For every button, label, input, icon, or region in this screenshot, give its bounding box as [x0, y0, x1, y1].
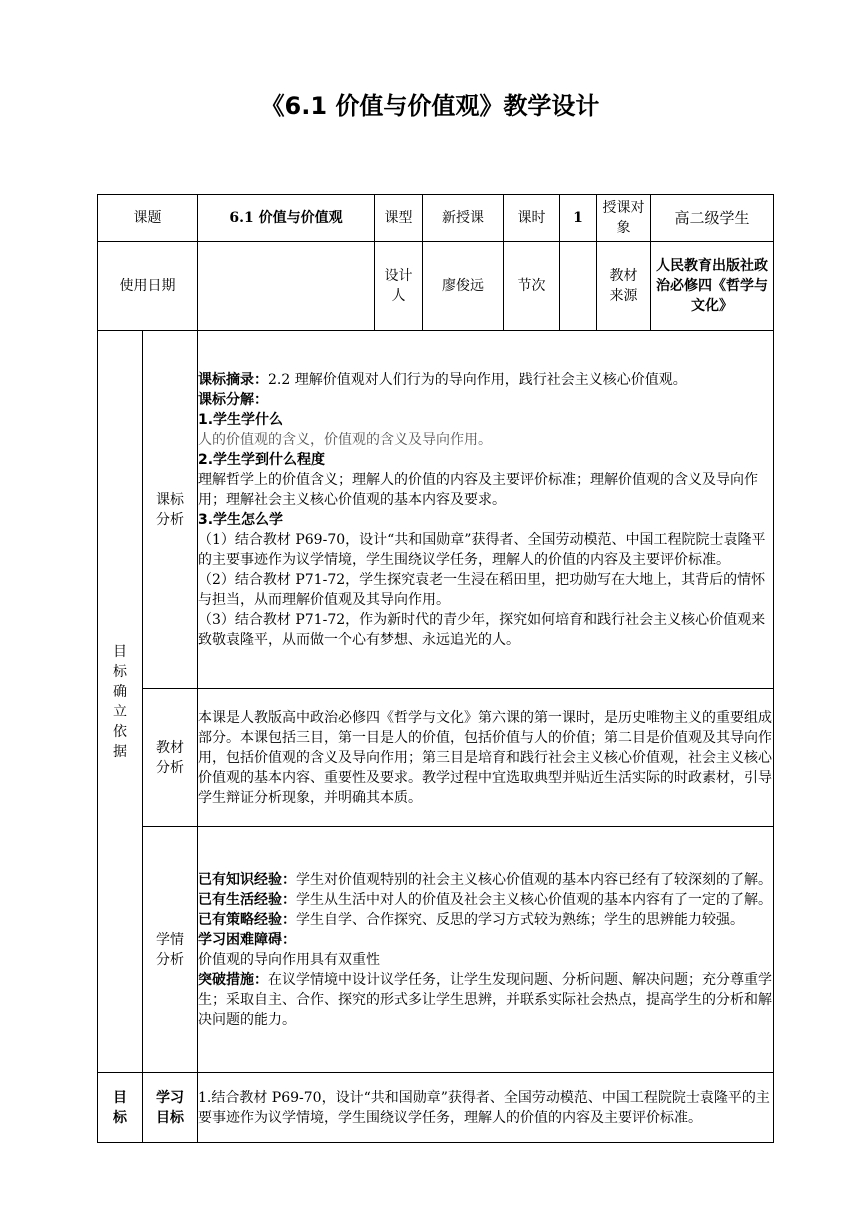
curriculum-label: 课标分析: [143, 331, 198, 689]
learning-goals-content: 1.结合教材 P69-70，设计“共和国勋章”获得者、全国劳动模范、中国工程院院士袁隆平的主要事迹作为议学情境，学生围绕议学任务，理解人的价值的内容及主要评价标准。: [198, 1073, 774, 1143]
goals-row: [98, 1073, 774, 1143]
source-label: 教材来源: [597, 242, 651, 331]
curriculum-breakdown-title: 课标分解：: [198, 391, 268, 408]
knowledge-title: 已有知识经验：: [198, 871, 296, 888]
curriculum-content: [198, 331, 774, 689]
hours-label: 课时: [504, 195, 560, 242]
strategy-text: 学生自学、合作探究、反思的学习方式较为熟练；学生的思辨能力较强。: [296, 911, 744, 928]
curriculum-q3-item1: （1）结合教材 P69-70，设计“共和国勋章”获得者、全国劳动模范、中国工程院院士袁隆平的主要事迹作为议学情境，学生围绕议学任务，理解人的价值的内容及主要评价标准。: [198, 531, 766, 568]
students-content: [198, 827, 774, 1073]
learning-goals-label: 学习目标: [143, 1073, 198, 1143]
hours-value: 1: [560, 195, 597, 242]
curriculum-q1-title: 1.学生学什么: [198, 411, 284, 428]
curriculum-row: [98, 331, 774, 689]
knowledge-text: 学生对价值观特别的社会主义核心价值观的基本内容已经有了较深刻的了解。: [296, 871, 772, 888]
measures-text: 在议学情境中设计议学任务，让学生发现问题、分析问题、解决问题；充分尊重学生；采取自主、合作、探究的形式多让学生思辨，并联系实际社会热点，提高学生的分析和解决问题的能力。: [198, 971, 772, 1028]
designer-value: 廖俊远: [423, 242, 504, 331]
basis-group-label: 目标确立依据: [98, 331, 143, 1073]
goals-group-label: 目标: [98, 1073, 143, 1143]
students-label: 学情分析: [143, 827, 198, 1073]
difficulty-title: 学习困难障碍：: [198, 931, 296, 948]
audience-value: 高二级学生: [651, 195, 774, 242]
textbook-label: 教材分析: [143, 689, 198, 827]
type-label: 课型: [375, 195, 423, 242]
curriculum-summary-text: 2.2 理解价值观对人们行为的导向作用，践行社会主义核心价值观。: [268, 371, 687, 388]
section-label: 节次: [504, 242, 560, 331]
curriculum-summary-title: 课标摘录：: [198, 371, 268, 388]
type-value: 新授课: [423, 195, 504, 242]
curriculum-q2-text: 理解哲学上的价值含义；理解人的价值的内容及主要评价标准；理解价值观的含义及导向作用；理解社会主义核心价值观的基本内容及要求。: [198, 471, 758, 508]
date-value: [198, 242, 375, 331]
audience-label: 授课对象: [597, 195, 651, 242]
measures-title: 突破措施：: [198, 971, 268, 988]
students-row: [98, 827, 774, 1073]
textbook-content: 本课是人教版高中政治必修四《哲学与文化》第六课的第一课时，是历史唯物主义的重要组成部分。本课包括三目，第一目是人的价值，包括价值与人的价值；第二目是价值观及其导向作用，包括价值观的含义及导向作用；第三目是培育和践行社会主义核心价值观，社会主义核心价值观的基本内容、重要性及要求。教学过程中宜选取典型并贴近生活实际的时政素材，引导学生辩证分析现象，并明确其本质。: [198, 689, 774, 827]
difficulty-text: 价值观的导向作用具有双重性: [198, 951, 380, 968]
curriculum-q3-title: 3.学生怎么学: [198, 511, 284, 528]
header-row-1: [98, 195, 774, 242]
section-value: [560, 242, 597, 331]
curriculum-q1-text: 人的价值观的含义，价值观的含义及导向作用。: [198, 431, 492, 448]
life-title: 已有生活经验：: [198, 891, 296, 908]
textbook-row: [98, 689, 774, 827]
life-text: 学生从生活中对人的价值及社会主义核心价值观的基本内容有了一定的了解。: [296, 891, 772, 908]
topic-label: 课题: [98, 195, 198, 242]
designer-label: 设计人: [375, 242, 423, 331]
page-title: 《6.1 价值与价值观》教学设计: [260, 92, 600, 120]
date-label: 使用日期: [98, 242, 198, 331]
strategy-title: 已有策略经验：: [198, 911, 296, 928]
curriculum-q2-title: 2.学生学到什么程度: [198, 451, 326, 468]
source-value: 人民教育出版社政治必修四《哲学与文化》: [651, 242, 774, 331]
lesson-design-table: [97, 194, 774, 1143]
topic-value: 6.1 价值与价值观: [198, 195, 375, 242]
curriculum-q3-item3: （3）结合教材 P71-72，作为新时代的青少年，探究如何培育和践行社会主义核心价值观来致敬袁隆平，从而做一个心有梦想、永远追光的人。: [198, 611, 766, 648]
curriculum-q3-item2: （2）结合教材 P71-72，学生探究袁老一生浸在稻田里，把功勋写在大地上，其背后的情怀与担当，从而理解价值观及其导向作用。: [198, 571, 766, 608]
header-row-2: [98, 242, 774, 331]
